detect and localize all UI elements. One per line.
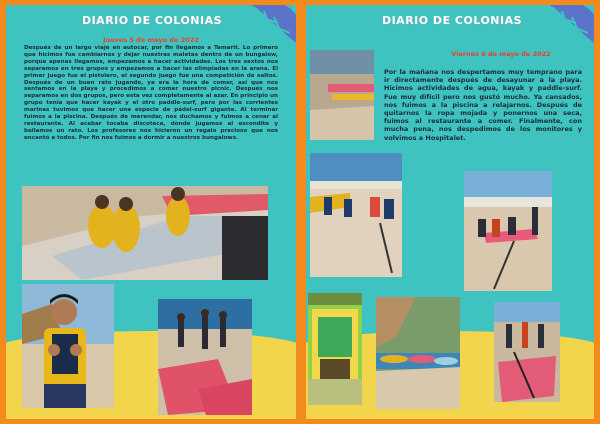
page-right [306, 5, 594, 419]
entry-date: Jueves 5 de mayo de 2022 [103, 36, 199, 44]
photo-group-with-paddles [464, 171, 552, 291]
photo-group-on-beach [310, 153, 402, 277]
photo-kayaks-shore [376, 297, 460, 409]
photo-kayak-group [22, 186, 268, 280]
photo-beach-boards [310, 50, 374, 140]
entry-body: Después de un largo viaje en autocar, por fin llegamos a Tamarit. Lo primero que hicimos fue cambiarnos y dejar nuestras maletas dentro de un bungalow, porque apenas llegamos, empezamos a hacer actividades. Los tres sextos nos separamos en tres grupos y empezamos a hacer las olimpiadas en la arena. El primer juego fue el pistolero, el segundo juego fue una competición de saltos. Después de un buen rato jugando, ya era la hora de comer, así que nos sentamos en la playa y procedimos a comer nuestro picnic. Después nos separamos en dos grupos, pero esta vez completamente al azar. En principio un grupo tenía que hacer kayak y el otro paddle-surf, pero por las corrientes marinas tuvimos que hacer una especie de pádel-surf gigante. Al terminar fuimos a la piscina. Después de merendar, nos duchamos y fuimos a cenar al restaurante. Al acabar tocaba discoteca, donde jugamos al escondite y bailamos un rato. Los profesores nos hicieron un regalo precioso que nos encantó a todos. Por fin nos fuimos a dormir a nuestros bungalows. [24, 45, 278, 141]
page-left [6, 5, 296, 419]
photo-paddle-boards [158, 299, 252, 415]
entry-date: Viernes 6 de mayo de 2022 [451, 50, 551, 58]
photo-bungalow [308, 293, 362, 405]
page-title: DIARIO DE COLONIAS [81, 14, 223, 27]
page-title: DIARIO DE COLONIAS [381, 14, 523, 27]
photo-boy-lifejacket [22, 284, 114, 408]
entry-body: Por la mañana nos despertamos muy temprano para ir directamente después de desayunar a la playa. Hicimos actividades de agua, kayak y paddle-surf. Fue muy difícil pero nos gustó mucho. Ya cansados, nos fuimos a la piscina a relajarnos. Después de quitarnos la ropa mojada y ponernos una seca, fuimos al restaurante a comer. Finalmente, con mucha pena, nos despedimos de los monitores y volvimos a Hospitalet. [384, 68, 582, 142]
photo-paddle-surf [494, 302, 560, 402]
